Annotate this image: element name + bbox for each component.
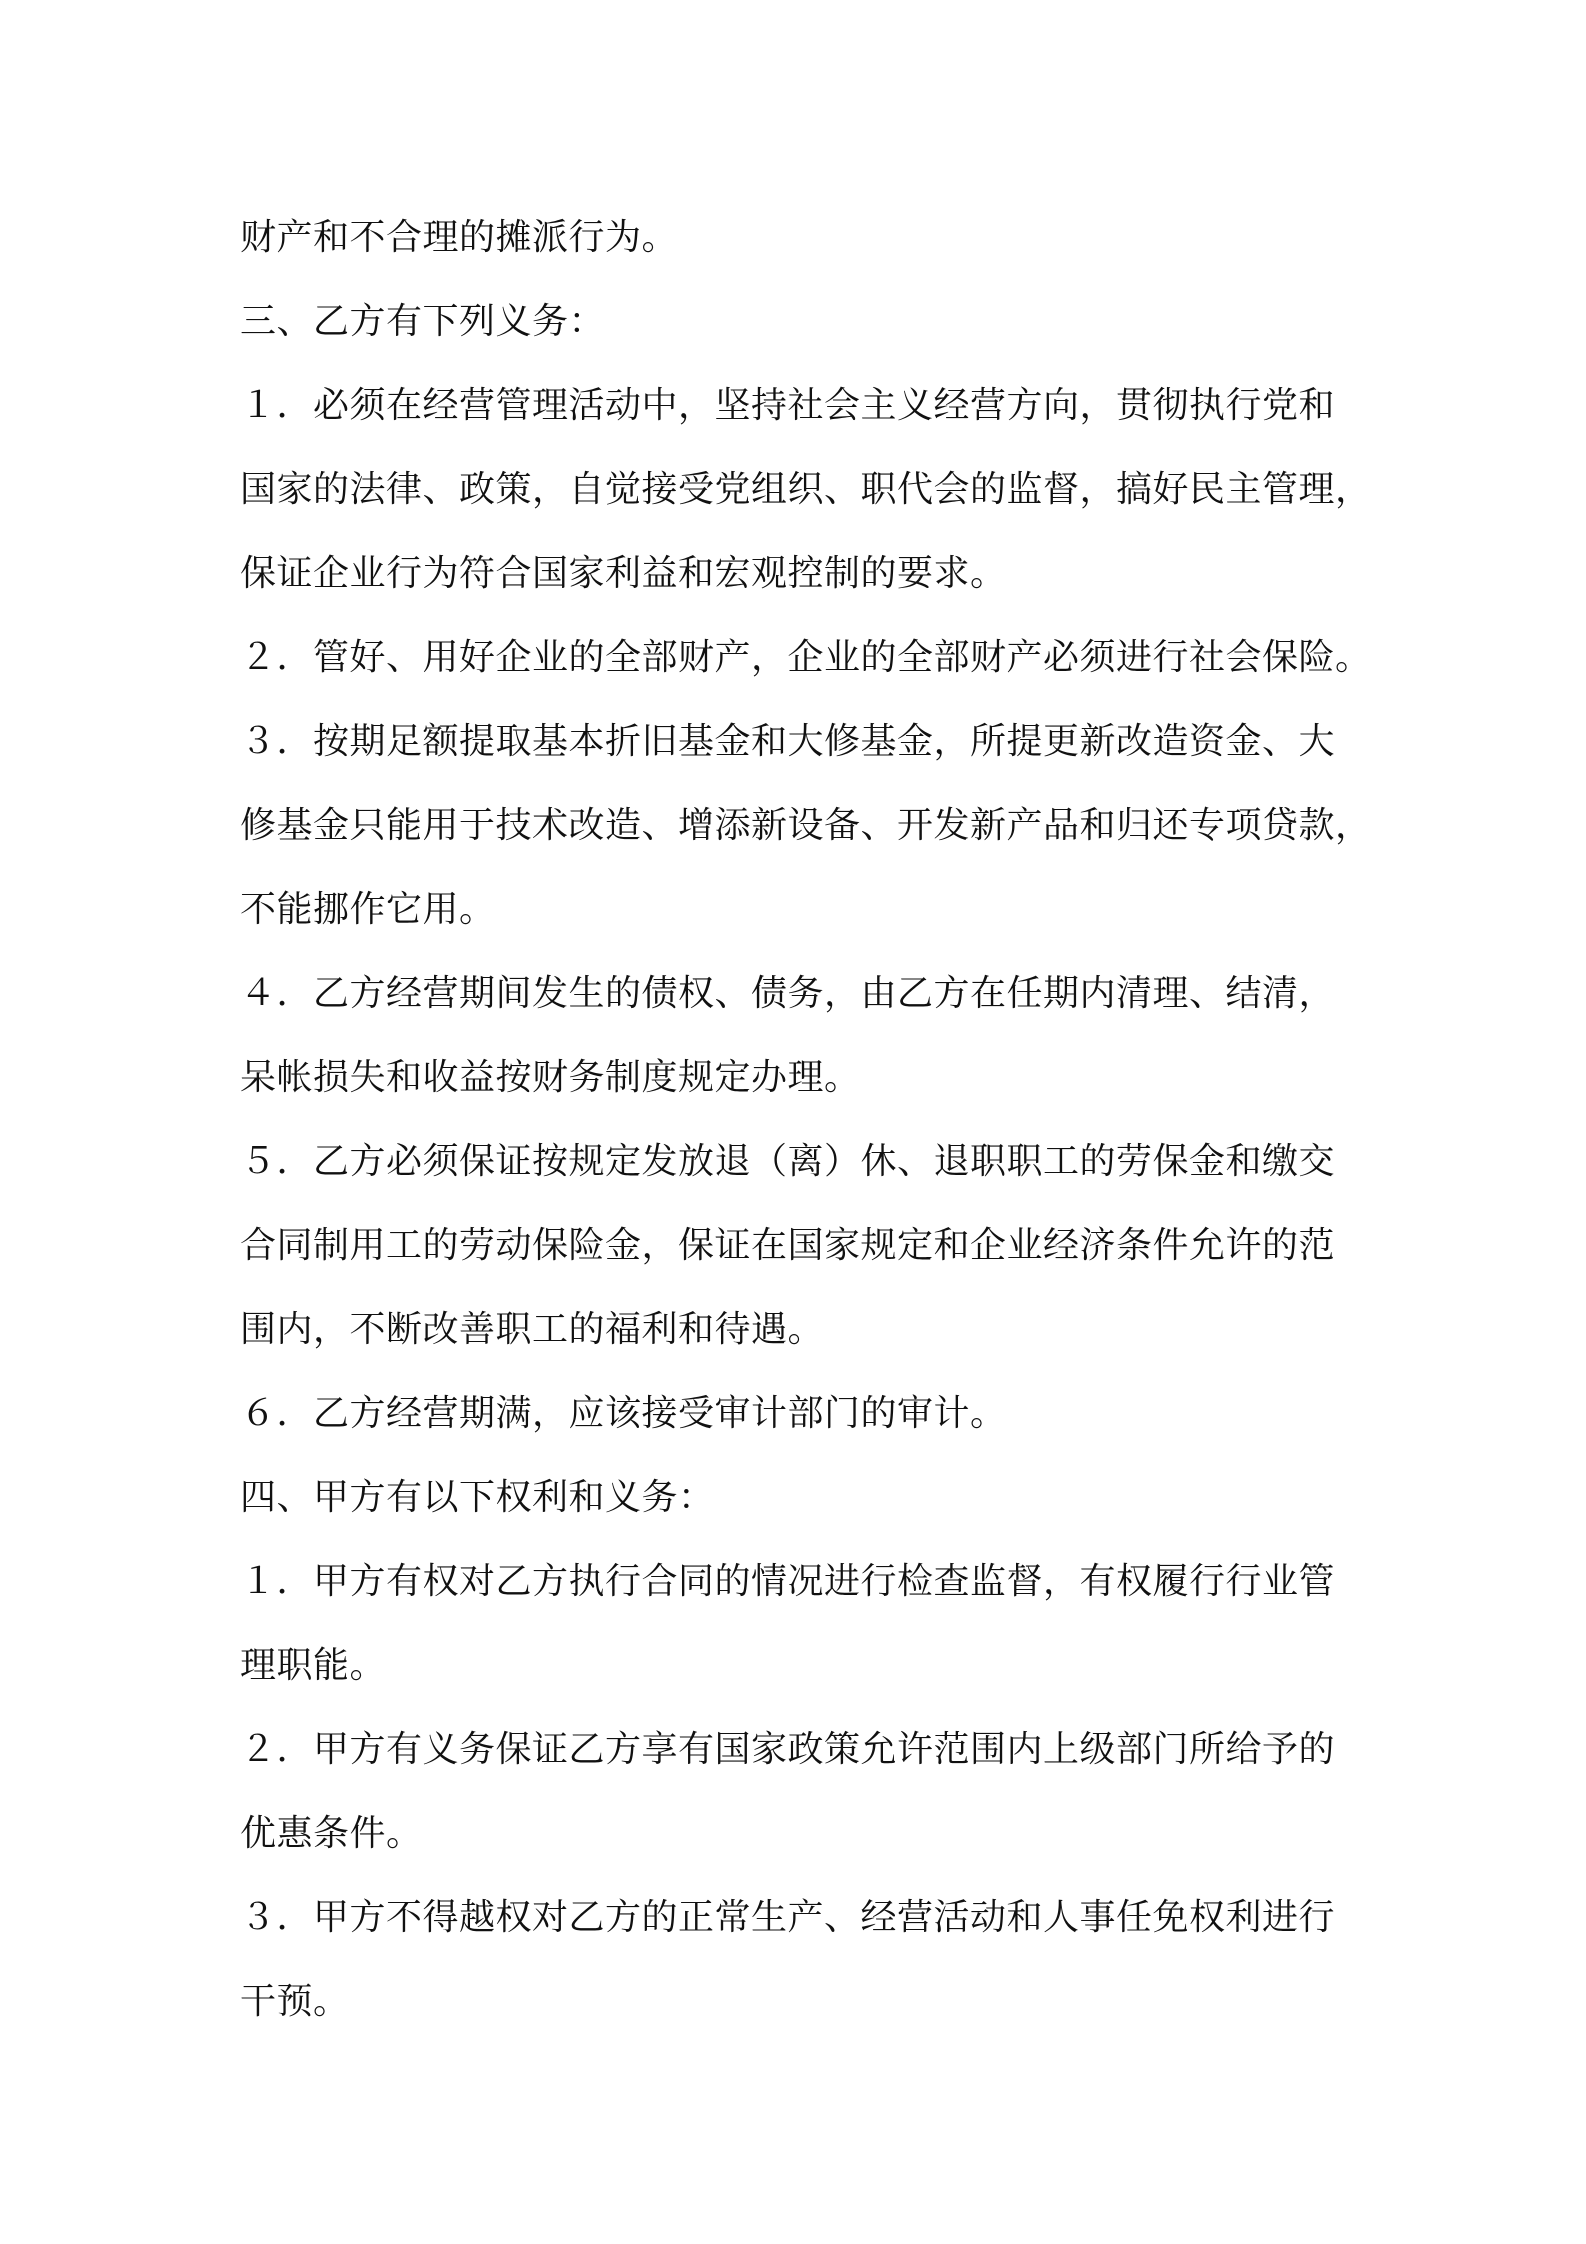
text-line: １．甲方有权对乙方执行合同的情况进行检查监督，有权履行行业管 [240,1561,1336,1602]
section-heading: 三、乙方有下列义务： [240,301,606,342]
document-body [240,196,1372,2044]
text-line: 呆帐损失和收益按财务制度规定办理。 [240,1057,861,1098]
text-line: 财产和不合理的摊派行为。 [240,217,679,258]
text-line: ６．乙方经营期满，应该接受审计部门的审计。 [240,1393,1007,1434]
text-line: ２．管好、用好企业的全部财产，企业的全部财产必须进行社会保险。 [240,637,1372,678]
text-line: 理职能。 [240,1645,387,1686]
text-line: 国家的法律、政策，自觉接受党组织、职代会的监督，搞好民主管理， [240,469,1372,510]
section-heading: 四、甲方有以下权利和义务： [240,1477,715,1518]
text-line: 围内，不断改善职工的福利和待遇。 [240,1309,825,1350]
text-line: ４．乙方经营期间发生的债权、债务，由乙方在任期内清理、结清， [240,973,1336,1014]
text-line: ３．按期足额提取基本折旧基金和大修基金，所提更新改造资金、大 [240,721,1336,762]
text-line: 干预。 [240,1981,350,2022]
text-line: 不能挪作它用。 [240,889,496,930]
text-line: 优惠条件。 [240,1813,423,1854]
text-line: ２．甲方有义务保证乙方享有国家政策允许范围内上级部门所给予的 [240,1729,1336,1770]
text-line: 修基金只能用于技术改造、增添新设备、开发新产品和归还专项贷款， [240,805,1372,846]
text-line: １．必须在经营管理活动中，坚持社会主义经营方向，贯彻执行党和 [240,385,1336,426]
text-line: ３．甲方不得越权对乙方的正常生产、经营活动和人事任免权利进行 [240,1897,1336,1938]
text-line: 保证企业行为符合国家利益和宏观控制的要求。 [240,553,1007,594]
text-line: ５．乙方必须保证按规定发放退（离）休、退职职工的劳保金和缴交 [240,1141,1336,1182]
text-line: 合同制用工的劳动保险金，保证在国家规定和企业经济条件允许的范 [240,1225,1336,1266]
